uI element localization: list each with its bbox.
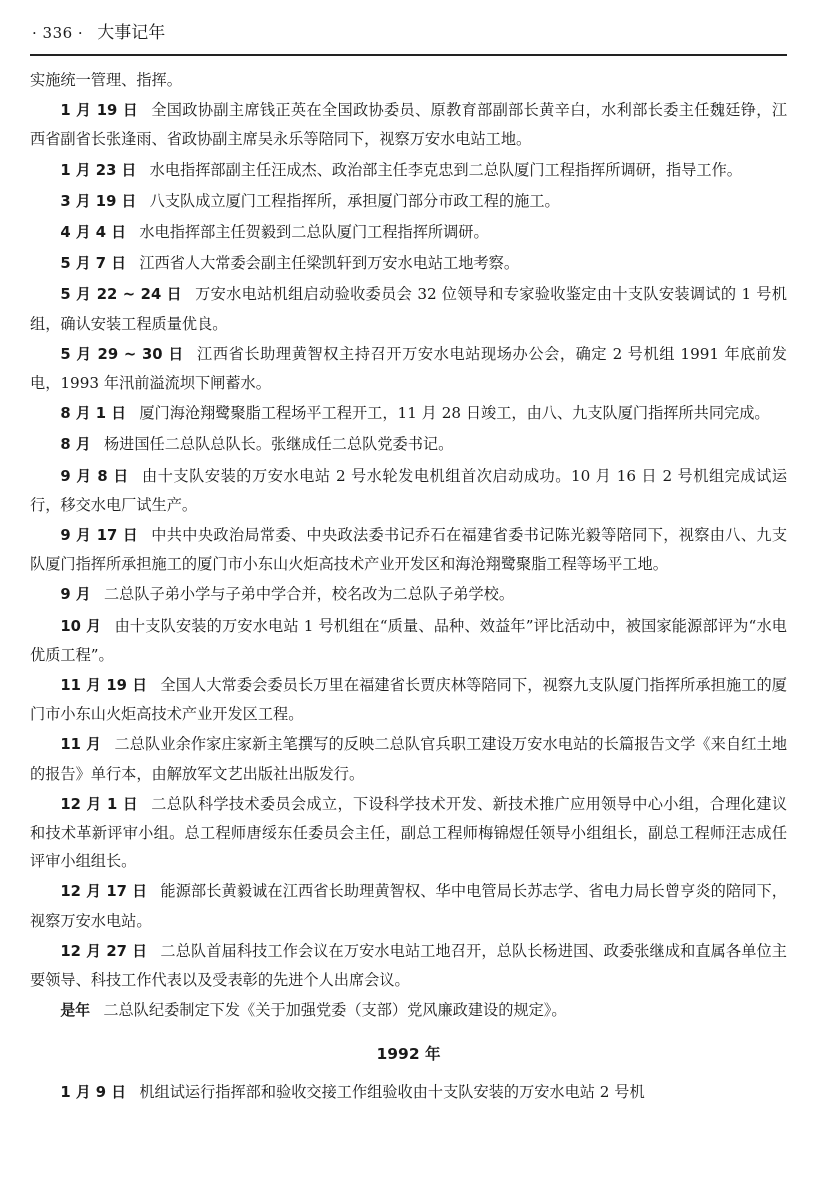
chronicle-entry <box>30 1078 787 1107</box>
entry-text: 全国人大常委会委员长万里在福建省长贾庆林等陪同下，视察九支队厦门指挥所承担施工的厦门市小东山火炬高技术产业开发区工程。 <box>30 676 787 724</box>
entry-date: 5 月 7 日 <box>60 255 127 273</box>
entry-text: 江西省人大常委会副主任梁凯轩到万安水电站工地考察。 <box>139 254 520 273</box>
chronicle-entry <box>30 996 787 1025</box>
entry-text: 二总队首届科技工作会议在万安水电站工地召开，总队长杨进国、政委张继成和直属各单位主要领导、科技工作代表以及受表彰的先进个人出席会议。 <box>30 941 787 990</box>
chronicle-body <box>30 66 787 1107</box>
entry-text: 万安水电站机组启动验收委员会 32 位领导和专家验收鉴定由十支队安装调试的 1 号机组，确认安装工程质量优良。 <box>30 285 787 333</box>
entry-date: 3 月 19 日 <box>60 192 137 210</box>
entry-date: 8 月 <box>60 436 91 454</box>
chronicle-entry <box>30 937 787 994</box>
entry-date: 是年 <box>60 1002 90 1020</box>
chronicle-entry <box>30 187 787 216</box>
entry-date: 9 月 <box>60 586 91 604</box>
header-rule <box>30 54 787 56</box>
entry-text: 二总队纪委制定下发《关于加强党委（支部）党风廉政建设的规定》。 <box>103 1001 567 1020</box>
page-header <box>30 18 787 48</box>
entry-text: 全国政协副主席钱正英在全国政协委员、原教育部副部长黄辛白，水利部长委主任魏廷铮，江西省副省长张逢雨、省政协副主席吴永乐等陪同下，视察万安水电站工地。 <box>30 101 788 149</box>
chronicle-entry <box>30 340 787 397</box>
continued-paragraph: 实施统一管理、指挥。 <box>30 71 182 89</box>
entry-text: 中共中央政治局常委、中央政法委书记乔石在福建省委书记陈光毅等陪同下，视察由八、九支队厦门指挥所承担施工的厦门市小东山火炬高技术产业开发区和海沧翔鹭聚脂工程等场平工地。 <box>30 526 788 574</box>
entry-text: 二总队业余作家庄家新主笔撰写的反映二总队官兵职工建设万安水电站的长篇报告文学《来自红土地的报告》单行本，由解放军文艺出版社出版发行。 <box>30 735 788 783</box>
entry-text: 水电指挥部副主任汪成杰、政治部主任李克忠到二总队厦门工程指挥所调研，指导工作。 <box>149 160 742 179</box>
chronicle-entry <box>30 671 787 728</box>
entry-date: 12 月 27 日 <box>60 942 148 960</box>
entry-date: 5 月 22 ~ 24 日 <box>60 286 182 304</box>
entry-date: 12 月 1 日 <box>60 795 138 813</box>
chronicle-entry <box>30 521 787 578</box>
page-number: · 336 · <box>32 24 84 42</box>
chronicle-entry <box>30 280 787 337</box>
entry-text: 二总队子弟小学与子弟中学合并，校名改为二总队子弟学校。 <box>103 585 515 604</box>
entry-date: 11 月 19 日 <box>60 677 148 695</box>
chronicle-entry <box>30 462 787 519</box>
chronicle-entry <box>30 580 787 609</box>
entry-date: 9 月 8 日 <box>60 467 129 485</box>
entry-text: 由十支队安装的万安水电站 1 号机组在“质量、品种、效益年”评比活动中，被国家能源部评为“水电优质工程”。 <box>30 616 787 664</box>
chronicle-entry <box>30 790 787 876</box>
entry-date: 9 月 17 日 <box>60 527 138 545</box>
chronicle-entry <box>30 156 787 185</box>
entry-date: 8 月 1 日 <box>60 405 127 423</box>
running-title: 大事记年 <box>97 23 166 43</box>
entry-date: 10 月 <box>60 617 102 635</box>
chronicle-entry <box>30 730 787 787</box>
entry-list-1991 <box>30 96 787 1025</box>
entry-date: 1 月 23 日 <box>60 161 137 179</box>
entry-text: 水电指挥部主任贺毅到二总队厦门工程指挥所调研。 <box>139 223 489 242</box>
chronicle-entry <box>30 877 787 934</box>
entry-text: 由十支队安装的万安水电站 2 号水轮发电机组首次启动成功。10 月 16 日 2 号机组完成试运行，移交水电厂试生产。 <box>30 466 788 514</box>
entry-date: 1 月 9 日 <box>60 1083 127 1101</box>
chronicle-entry <box>30 218 787 247</box>
year-heading: 1992 年 <box>376 1044 441 1063</box>
chronicle-entry <box>30 249 787 278</box>
entry-text: 机组试运行指挥部和验收交接工作组验收由十支队安装的万安水电站 2 号机 <box>139 1082 645 1101</box>
entry-date: 12 月 17 日 <box>60 883 148 901</box>
chronicle-entry <box>30 430 787 459</box>
chronicle-entry <box>30 399 787 428</box>
chronicle-entry <box>30 96 787 153</box>
entry-date: 1 月 19 日 <box>60 102 138 120</box>
chronicle-entry <box>30 612 787 669</box>
entry-text: 能源部长黄毅诚在江西省长助理黄智权、华中电管局长苏志学、省电力局长曾亨炎的陪同下，视察万安水电站。 <box>30 882 787 930</box>
entry-date: 4 月 4 日 <box>60 224 127 242</box>
entry-text: 厦门海沧翔鹭聚脂工程场平工程开工，11 月 28 日竣工，由八、九支队厦门指挥所共同完成。 <box>139 404 770 423</box>
entry-text: 八支队成立厦门工程指挥所，承担厦门部分市政工程的施工。 <box>149 191 560 210</box>
entry-list-1992 <box>30 1078 787 1107</box>
entry-text: 江西省长助理黄智权主持召开万安水电站现场办公会，确定 2 号机组 1991 年底前发电，1993 年汛前溢流坝下闸蓄水。 <box>30 344 787 393</box>
entry-date: 5 月 29 ~ 30 日 <box>60 345 184 363</box>
entry-text: 杨进国任二总队总队长。张继成任二总队党委书记。 <box>103 435 454 454</box>
entry-text: 二总队科学技术委员会成立，下设科学技术开发、新技术推广应用领导中心小组，合理化建议和技术革新评审小组。总工程师唐绥东任委员会主任，副总工程师梅锦煜任领导小组组长，副总工程师汪志成任评审小组组长。 <box>30 794 788 871</box>
entry-date: 11 月 <box>60 736 102 754</box>
